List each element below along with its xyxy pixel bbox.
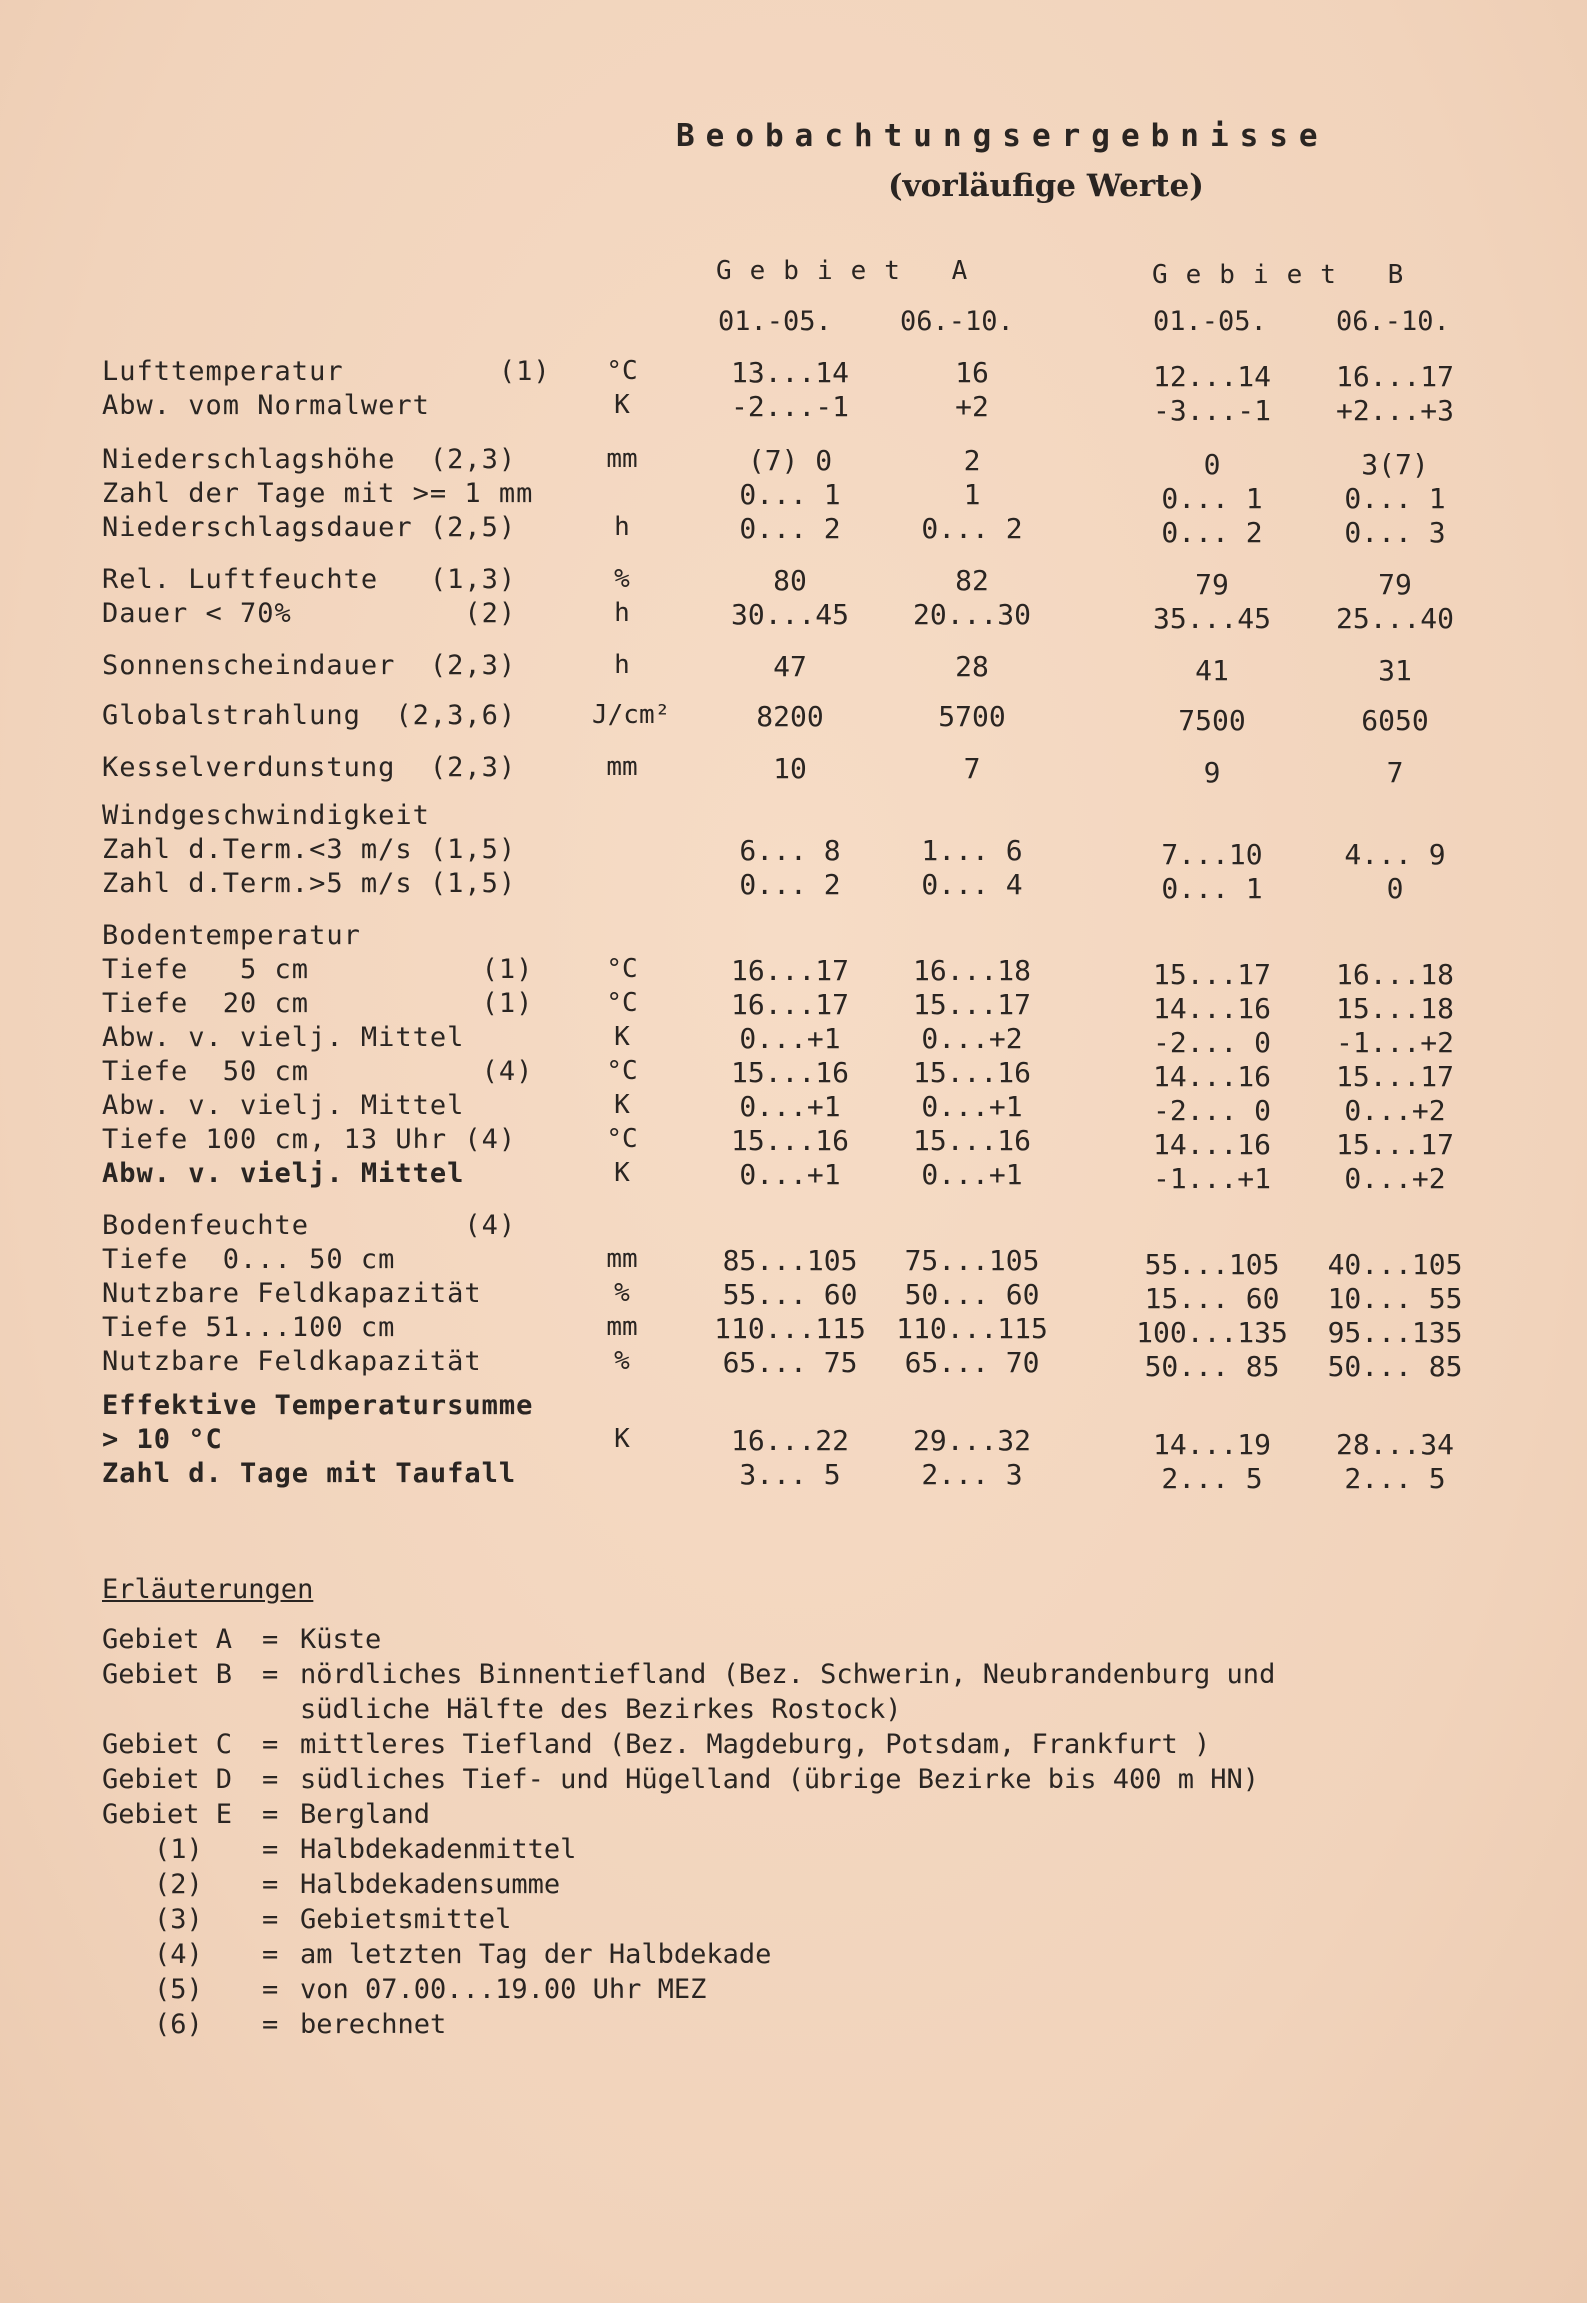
legend-text: südliches Tief- und Hügelland (übrige Bezirke bis 400 m HN) xyxy=(300,1764,1260,1795)
row-label: Dauer < 70% (2) xyxy=(102,598,517,629)
value-cell: 7 xyxy=(963,752,981,785)
value-cell: 0...+2 xyxy=(921,1022,1023,1055)
row-label: Zahl d.Term.<3 m/s (1,5) xyxy=(102,834,517,865)
row-unit: mm xyxy=(606,444,638,474)
value-cell: 10... 55 xyxy=(1327,1282,1463,1315)
row-label: Effektive Temperatursumme xyxy=(102,1390,534,1421)
value-cell: +2 xyxy=(955,390,989,423)
row-label: Abw. v. vielj. Mittel xyxy=(102,1158,465,1189)
legend-key: (4) xyxy=(154,1939,203,1970)
row-label: Tiefe 51...100 cm xyxy=(102,1312,396,1343)
value-cell: 0... 2 xyxy=(1161,516,1263,549)
value-cell: 0...+2 xyxy=(1344,1094,1446,1127)
row-label: Bodenfeuchte (4) xyxy=(102,1210,517,1241)
legend-text: berechnet xyxy=(300,2009,447,2040)
value-cell: 55... 60 xyxy=(722,1278,858,1311)
legend-text: Bergland xyxy=(300,1799,431,1830)
gebiet-b-header: Gebiet B xyxy=(1152,260,1422,290)
row-label: Rel. Luftfeuchte (1,3) xyxy=(102,564,517,595)
row-label: Windgeschwindigkeit xyxy=(102,800,430,831)
value-cell: 0... 2 xyxy=(739,512,841,545)
row-unit: % xyxy=(614,1278,630,1308)
value-cell: 0...+1 xyxy=(921,1090,1023,1123)
legend-key: Gebiet A xyxy=(102,1624,233,1655)
value-cell: 8200 xyxy=(756,700,824,733)
row-label: Nutzbare Feldkapazität xyxy=(102,1278,482,1309)
legend-equals: = xyxy=(262,1624,279,1655)
legend-equals: = xyxy=(262,1869,279,1900)
row-label: Lufttemperatur (1) xyxy=(102,356,551,387)
value-cell: 50... 85 xyxy=(1327,1350,1463,1383)
value-cell: 1 xyxy=(963,478,981,511)
row-label: Abw. v. vielj. Mittel xyxy=(102,1022,465,1053)
value-cell: 31 xyxy=(1378,654,1412,687)
row-unit: K xyxy=(614,1022,630,1052)
value-cell: 79 xyxy=(1378,568,1412,601)
legend-text: nördliches Binnentiefland (Bez. Schwerin, Neubrandenburg und xyxy=(300,1659,1276,1690)
legend-text: von 07.00...19.00 Uhr MEZ xyxy=(300,1974,707,2005)
value-cell: 20...30 xyxy=(912,598,1031,631)
period-header: 01.-05. xyxy=(718,306,832,337)
row-unit: °C xyxy=(606,1056,638,1086)
value-cell: 79 xyxy=(1195,568,1229,601)
value-cell: 95...135 xyxy=(1327,1316,1463,1349)
value-cell: (7) 0 xyxy=(747,444,833,477)
row-label: Niederschlagsdauer (2,5) xyxy=(102,512,517,543)
row-label: Tiefe 5 cm (1) xyxy=(102,954,534,985)
legend-equals: = xyxy=(262,1764,279,1795)
value-cell: 110...115 xyxy=(714,1312,866,1345)
legend-key: Gebiet B xyxy=(102,1659,233,1690)
row-unit: K xyxy=(614,1158,630,1188)
value-cell: 0...+1 xyxy=(739,1022,841,1055)
value-cell: 12...14 xyxy=(1152,360,1271,393)
value-cell: 2 xyxy=(963,444,981,477)
value-cell: 0 xyxy=(1386,872,1404,905)
value-cell: 7500 xyxy=(1178,704,1246,737)
value-cell: 2... 5 xyxy=(1161,1462,1263,1495)
value-cell: 50... 60 xyxy=(904,1278,1040,1311)
value-cell: 0...+1 xyxy=(739,1158,841,1191)
row-label: Tiefe 100 cm, 13 Uhr (4) xyxy=(102,1124,517,1155)
gebiet-a-header: Gebiet A xyxy=(716,256,986,286)
legend-key: Gebiet D xyxy=(102,1764,233,1795)
value-cell: 80 xyxy=(773,564,807,597)
legend-key: (6) xyxy=(154,2009,203,2040)
value-cell: 50... 85 xyxy=(1144,1350,1280,1383)
period-header: 06.-10. xyxy=(900,306,1014,337)
value-cell: 75...105 xyxy=(904,1244,1040,1277)
value-cell: 65... 75 xyxy=(722,1346,858,1379)
legend-title: Erläuterungen xyxy=(102,1574,314,1605)
value-cell: 6... 8 xyxy=(739,834,841,867)
value-cell: 13...14 xyxy=(730,356,849,389)
value-cell: 15...17 xyxy=(912,988,1031,1021)
legend-key: Gebiet E xyxy=(102,1799,233,1830)
value-cell: 14...16 xyxy=(1152,992,1271,1025)
value-cell: +2...+3 xyxy=(1335,394,1454,427)
row-label: Kesselverdunstung (2,3) xyxy=(102,752,517,783)
value-cell: 0... 2 xyxy=(739,868,841,901)
value-cell: -2... 0 xyxy=(1152,1026,1271,1059)
row-unit: K xyxy=(614,390,630,420)
value-cell: -2... 0 xyxy=(1152,1094,1271,1127)
value-cell: 15...16 xyxy=(730,1124,849,1157)
value-cell: 0... 2 xyxy=(921,512,1023,545)
row-label: Globalstrahlung (2,3,6) xyxy=(102,700,517,731)
value-cell: 25...40 xyxy=(1335,602,1454,635)
value-cell: 47 xyxy=(773,650,807,683)
value-cell: 14...19 xyxy=(1152,1428,1271,1461)
value-cell: 9 xyxy=(1203,756,1221,789)
value-cell: 7 xyxy=(1386,756,1404,789)
value-cell: 15...17 xyxy=(1335,1128,1454,1161)
value-cell: 0... 1 xyxy=(739,478,841,511)
value-cell: 40...105 xyxy=(1327,1248,1463,1281)
legend-text: südliche Hälfte des Bezirkes Rostock) xyxy=(300,1694,902,1725)
value-cell: 82 xyxy=(955,564,989,597)
value-cell: 41 xyxy=(1195,654,1229,687)
value-cell: 35...45 xyxy=(1152,602,1271,635)
legend-text: Küste xyxy=(300,1624,382,1655)
value-cell: 2... 5 xyxy=(1344,1462,1446,1495)
row-unit: °C xyxy=(606,1124,638,1154)
page-title: Beobachtungsergebnisse xyxy=(676,118,1329,154)
value-cell: 16...17 xyxy=(730,954,849,987)
value-cell: 14...16 xyxy=(1152,1060,1271,1093)
legend-key: Gebiet C xyxy=(102,1729,233,1760)
value-cell: 3... 5 xyxy=(739,1458,841,1491)
row-unit: h xyxy=(614,512,630,542)
value-cell: 65... 70 xyxy=(904,1346,1040,1379)
legend-equals: = xyxy=(262,1834,279,1865)
value-cell: 0...+1 xyxy=(739,1090,841,1123)
value-cell: 15... 60 xyxy=(1144,1282,1280,1315)
value-cell: 29...32 xyxy=(912,1424,1031,1457)
legend-equals: = xyxy=(262,1939,279,1970)
value-cell: 16 xyxy=(955,356,989,389)
row-unit: J/cm² xyxy=(592,700,671,730)
row-unit: mm xyxy=(606,1312,638,1342)
value-cell: 0... 1 xyxy=(1161,872,1263,905)
value-cell: 16...17 xyxy=(1335,360,1454,393)
period-header: 06.-10. xyxy=(1336,306,1450,337)
value-cell: -2...-1 xyxy=(730,390,849,423)
row-label: Abw. vom Normalwert xyxy=(102,390,430,421)
value-cell: 85...105 xyxy=(722,1244,858,1277)
legend-equals: = xyxy=(262,1659,279,1690)
value-cell: 1... 6 xyxy=(921,834,1023,867)
row-unit: °C xyxy=(606,356,638,386)
row-label: Tiefe 0... 50 cm xyxy=(102,1244,396,1275)
value-cell: 0...+2 xyxy=(1344,1162,1446,1195)
value-cell: 15...17 xyxy=(1152,958,1271,991)
value-cell: 55...105 xyxy=(1144,1248,1280,1281)
legend-equals: = xyxy=(262,1974,279,2005)
value-cell: 15...16 xyxy=(912,1124,1031,1157)
legend-key: (3) xyxy=(154,1904,203,1935)
value-cell: -1...+1 xyxy=(1152,1162,1271,1195)
legend-equals: = xyxy=(262,2009,279,2040)
value-cell: 16...18 xyxy=(1335,958,1454,991)
legend-text: am letzten Tag der Halbdekade xyxy=(300,1939,772,1970)
value-cell: 15...16 xyxy=(730,1056,849,1089)
value-cell: 0... 1 xyxy=(1344,482,1446,515)
value-cell: 30...45 xyxy=(730,598,849,631)
value-cell: 14...16 xyxy=(1152,1128,1271,1161)
value-cell: 10 xyxy=(773,752,807,785)
row-unit: K xyxy=(614,1424,630,1454)
value-cell: 15...17 xyxy=(1335,1060,1454,1093)
row-label: Abw. v. vielj. Mittel xyxy=(102,1090,465,1121)
row-label: Tiefe 50 cm (4) xyxy=(102,1056,534,1087)
value-cell: 0...+1 xyxy=(921,1158,1023,1191)
row-unit: °C xyxy=(606,988,638,1018)
legend-text: mittleres Tiefland (Bez. Magdeburg, Potsdam, Frankfurt ) xyxy=(300,1729,1211,1760)
row-label: > 10 °C xyxy=(102,1424,223,1455)
value-cell: 28...34 xyxy=(1335,1428,1454,1461)
value-cell: 0... 3 xyxy=(1344,516,1446,549)
value-cell: 100...135 xyxy=(1136,1316,1288,1349)
row-unit: K xyxy=(614,1090,630,1120)
period-header: 01.-05. xyxy=(1153,306,1267,337)
value-cell: 5700 xyxy=(938,700,1006,733)
row-label: Niederschlagshöhe (2,3) xyxy=(102,444,517,475)
legend-text: Halbdekadensumme xyxy=(300,1869,561,1900)
row-label: Tiefe 20 cm (1) xyxy=(102,988,534,1019)
value-cell: 0... 1 xyxy=(1161,482,1263,515)
legend-key: (2) xyxy=(154,1869,203,1900)
row-unit: % xyxy=(614,564,630,594)
value-cell: 110...115 xyxy=(896,1312,1048,1345)
legend-equals: = xyxy=(262,1729,279,1760)
legend-text: Halbdekadenmittel xyxy=(300,1834,577,1865)
value-cell: 16...22 xyxy=(730,1424,849,1457)
row-unit: h xyxy=(614,598,630,628)
legend-key: (5) xyxy=(154,1974,203,2005)
legend-equals: = xyxy=(262,1904,279,1935)
value-cell: 0... 4 xyxy=(921,868,1023,901)
row-label: Sonnenscheindauer (2,3) xyxy=(102,650,517,681)
value-cell: 3(7) xyxy=(1361,448,1429,481)
value-cell: 16...18 xyxy=(912,954,1031,987)
row-label: Zahl der Tage mit >= 1 mm xyxy=(102,478,534,509)
value-cell: 16...17 xyxy=(730,988,849,1021)
row-label: Zahl d.Term.>5 m/s (1,5) xyxy=(102,868,517,899)
value-cell: 0 xyxy=(1203,448,1221,481)
row-label: Nutzbare Feldkapazität xyxy=(102,1346,482,1377)
row-unit: °C xyxy=(606,954,638,984)
value-cell: 4... 9 xyxy=(1344,838,1446,871)
row-unit: mm xyxy=(606,1244,638,1274)
row-label: Bodentemperatur xyxy=(102,920,361,951)
legend-key: (1) xyxy=(154,1834,203,1865)
value-cell: -1...+2 xyxy=(1335,1026,1454,1059)
value-cell: 28 xyxy=(955,650,989,683)
value-cell: 6050 xyxy=(1361,704,1429,737)
row-unit: h xyxy=(614,650,630,680)
value-cell: -3...-1 xyxy=(1152,394,1271,427)
legend-text: Gebietsmittel xyxy=(300,1904,512,1935)
value-cell: 15...16 xyxy=(912,1056,1031,1089)
value-cell: 2... 3 xyxy=(921,1458,1023,1491)
value-cell: 7...10 xyxy=(1161,838,1263,871)
page-subtitle: (vorläufige Werte) xyxy=(888,168,1204,204)
row-unit: % xyxy=(614,1346,630,1376)
legend-equals: = xyxy=(262,1799,279,1830)
row-unit: mm xyxy=(606,752,638,782)
row-label: Zahl d. Tage mit Taufall xyxy=(102,1458,517,1489)
value-cell: 15...18 xyxy=(1335,992,1454,1025)
